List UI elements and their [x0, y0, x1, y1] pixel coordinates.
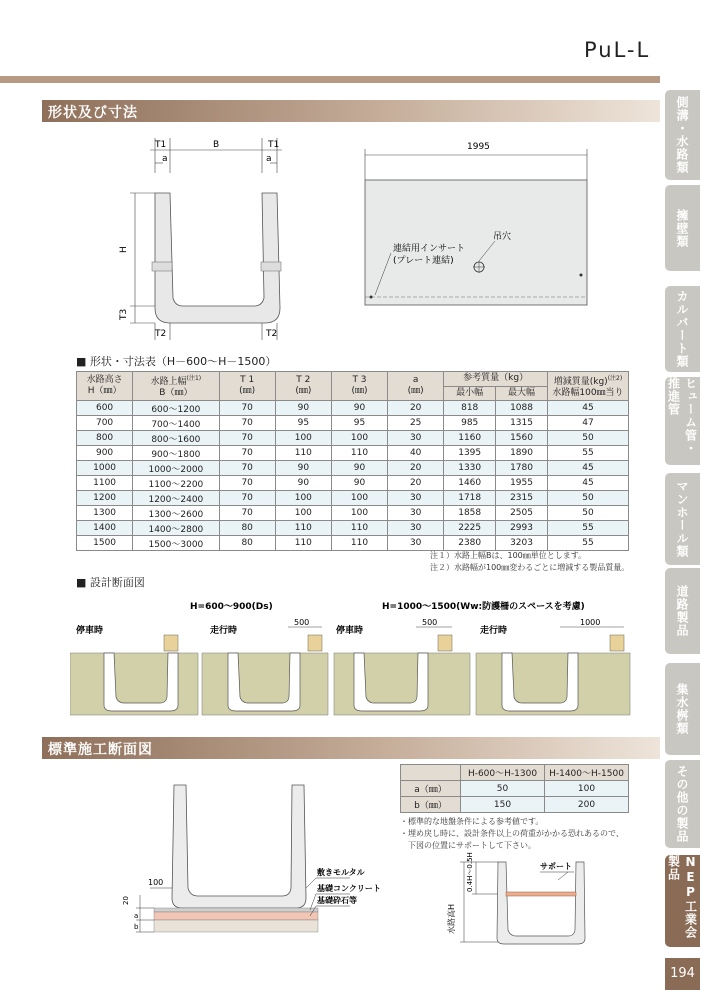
th-t3: T 3 (㎜)	[331, 372, 387, 401]
table-cell: 800～1600	[133, 431, 219, 446]
table-cell: 30	[388, 491, 444, 506]
table-cell: 100	[275, 431, 331, 446]
dim-a-left: a	[162, 154, 168, 164]
side-tab-5[interactable]: マンホール類	[665, 473, 700, 565]
table-cell: 30	[388, 536, 444, 551]
table-cell: 1300～2600	[133, 506, 219, 521]
table-cell: 45	[547, 476, 628, 491]
side-tab-3[interactable]: カルバート類	[665, 286, 700, 372]
th-mass: 参考質量（kg）	[444, 372, 548, 387]
side-view-drawing	[355, 135, 595, 315]
table-cell: 50	[547, 431, 628, 446]
side-tab-8[interactable]: その他の製品	[665, 760, 700, 848]
dim-h: H	[119, 246, 129, 253]
table-cell: 30	[388, 506, 444, 521]
table-cell: 1160	[444, 431, 496, 446]
table-cell: 100	[331, 506, 387, 521]
support-bar	[506, 892, 576, 896]
dim-t3: T3	[119, 308, 129, 320]
table-cell: 100	[331, 431, 387, 446]
table-cell: 1500	[77, 536, 133, 551]
table-cell: 1718	[444, 491, 496, 506]
table-cell: 110	[331, 521, 387, 536]
label-support: サポート	[540, 862, 572, 871]
table-cell: 1000～2000	[133, 461, 219, 476]
label-gravel: 基礎砕石等	[317, 896, 357, 905]
stop-label-1: 停車時	[76, 626, 104, 636]
table-cell: 985	[444, 416, 496, 431]
label-mortar: 敷きモルタル	[317, 868, 365, 877]
table-cell: 2993	[496, 521, 548, 536]
dim-length: 1995	[467, 142, 490, 152]
table-cell: 90	[331, 476, 387, 491]
table-note-2: 注２）水路幅が100㎜変わるごとに増減する製品質量。	[430, 563, 630, 572]
dim-t2-right: T2	[266, 329, 278, 339]
table-cell: 110	[331, 446, 387, 461]
table-cell: 600～1200	[133, 401, 219, 416]
table-cell: 1890	[496, 446, 548, 461]
table-cell: 70	[219, 506, 275, 521]
side-tab-7[interactable]: 集水桝類	[665, 663, 700, 755]
table-cell: 50	[547, 506, 628, 521]
table-cell: 90	[275, 401, 331, 416]
table-cell: 55	[547, 536, 628, 551]
side-tab-9[interactable]: NEP工業会製品	[665, 855, 700, 947]
dim-b: B	[213, 140, 220, 150]
construction-drawing	[110, 770, 390, 940]
table-cell: 70	[219, 461, 275, 476]
construction-note-1: ・標準的な地盤条件による参考値です。	[400, 817, 544, 826]
group2-label: H=1000～1500(Ww:防護柵のスペースを考慮)	[382, 602, 585, 612]
table-cell: 45	[547, 461, 628, 476]
th-inc: 増減質量(kg)$^{(注2)}$ 水路幅100㎜当り	[547, 372, 628, 401]
table-cell: 1400	[77, 521, 133, 536]
section-bar-construction	[42, 737, 660, 759]
dim-a-right: a	[266, 154, 272, 164]
table-cell: 100	[331, 491, 387, 506]
dim-1000: 1000	[580, 618, 601, 627]
construction-note-2: ・埋め戻し時に、設計条件以上の荷重がかかる恐れあるので、	[400, 829, 624, 838]
table-cell: 1400～2800	[133, 521, 219, 536]
th-h: 水路高さ H（㎜）	[77, 372, 133, 401]
th-b: 水路上幅$^{(注1)}$ B（㎜）	[133, 372, 219, 401]
table-cell: 1200～2400	[133, 491, 219, 506]
spec-table	[76, 371, 629, 551]
label-insert-sub: (プレート連結)	[393, 256, 454, 266]
th-t2: T 2 (㎜)	[275, 372, 331, 401]
table-cell: 30	[388, 431, 444, 446]
label-height: 水路高H	[447, 903, 456, 934]
th-t1: T 1 (㎜)	[219, 372, 275, 401]
table-row	[77, 461, 629, 476]
table-cell: 1955	[496, 476, 548, 491]
table-cell: 1330	[444, 461, 496, 476]
table-cell: 80	[219, 521, 275, 536]
table-cell: 818	[444, 401, 496, 416]
table-cell: 2505	[496, 506, 548, 521]
table-cell: 110	[275, 521, 331, 536]
table-row	[77, 476, 629, 491]
design-section-drawing	[70, 595, 640, 725]
table-cell: 1100～2200	[133, 476, 219, 491]
th-a: a (㎜)	[388, 372, 444, 401]
dim-20: 20	[122, 896, 130, 905]
table-cell: 70	[219, 416, 275, 431]
table-cell: 1300	[77, 506, 133, 521]
table-cell: 100	[275, 506, 331, 521]
dim-t1-left: T1	[155, 140, 167, 150]
run-label-2: 走行時	[480, 626, 508, 636]
label-insert: 連結用インサート	[393, 244, 466, 254]
table-cell: 110	[275, 536, 331, 551]
page-number: 194	[665, 958, 700, 990]
side-tab-1[interactable]: 側溝・水路類	[665, 90, 700, 180]
section-title-shape: 形状及び寸法	[48, 105, 138, 121]
table-cell: 1460	[444, 476, 496, 491]
dim-500-b: 500	[422, 618, 438, 627]
table-cell: 50	[547, 491, 628, 506]
table-cell: 55	[547, 446, 628, 461]
table-cell: 95	[331, 416, 387, 431]
const-b-v1: 150	[461, 797, 545, 813]
dim-t1-right: T1	[268, 140, 280, 150]
table-cell: 1858	[444, 506, 496, 521]
support-drawing	[440, 850, 600, 950]
table-cell: 1395	[444, 446, 496, 461]
const-row-b-label: b（㎜）	[401, 797, 461, 813]
table-cell: 1315	[496, 416, 548, 431]
const-col1: H-600～H-1300	[461, 765, 545, 781]
header-band	[0, 76, 660, 83]
side-panel	[365, 180, 587, 305]
table-cell: 70	[219, 491, 275, 506]
construction-table	[400, 764, 629, 813]
dim-a: a	[134, 912, 139, 920]
table-cell: 20	[388, 461, 444, 476]
table-cell: 30	[388, 521, 444, 536]
table-cell: 700～1400	[133, 416, 219, 431]
label-hole: 吊穴	[493, 232, 512, 242]
table-cell: 900～1800	[133, 446, 219, 461]
table-cell: 800	[77, 431, 133, 446]
side-tab-6[interactable]: 道路製品	[665, 568, 700, 654]
table-cell: 900	[77, 446, 133, 461]
table-cell: 2315	[496, 491, 548, 506]
stop-label-2: 停車時	[336, 626, 364, 636]
table-cell: 70	[219, 431, 275, 446]
table-cell: 45	[547, 401, 628, 416]
table-cell: 90	[331, 461, 387, 476]
table-cell: 1560	[496, 431, 548, 446]
table-note-1: 注１）水路上幅Bは、100㎜単位とします。	[430, 551, 587, 560]
table-cell: 110	[275, 446, 331, 461]
table-cell: 2380	[444, 536, 496, 551]
section-title-construction: 標準施工断面図	[48, 742, 153, 758]
side-tab-4[interactable]: ヒューム管・推進管	[665, 377, 700, 465]
table-cell: 90	[275, 476, 331, 491]
table-row	[77, 431, 629, 446]
table-cell: 1088	[496, 401, 548, 416]
table-cell: 700	[77, 416, 133, 431]
table-cell: 2225	[444, 521, 496, 536]
group1-label: H=600～900(Ds)	[190, 602, 273, 612]
table-cell: 20	[388, 476, 444, 491]
table-row	[77, 521, 629, 536]
table-row	[77, 506, 629, 521]
table-cell: 1100	[77, 476, 133, 491]
table-cell: 70	[219, 476, 275, 491]
construction-note-3: 下図の位置にサポートして下さい。	[400, 841, 536, 850]
const-a-v1: 50	[461, 781, 545, 797]
dim-t2-left: T2	[155, 329, 167, 339]
table-row	[77, 491, 629, 506]
table-cell: 80	[219, 536, 275, 551]
th-min: 最小幅	[444, 386, 496, 401]
table-row	[77, 536, 629, 551]
table-cell: 600	[77, 401, 133, 416]
table-row	[77, 446, 629, 461]
table-cell: 100	[275, 491, 331, 506]
table-cell: 55	[547, 521, 628, 536]
table-cell: 70	[219, 401, 275, 416]
table-cell: 90	[331, 401, 387, 416]
table-cell: 3203	[496, 536, 548, 551]
th-max: 最大幅	[496, 386, 548, 401]
table-caption: ■ 形状・寸法表（H－600～H－1500）	[76, 355, 277, 368]
channel-section-drawing	[100, 128, 320, 353]
table-row	[77, 416, 629, 431]
dim-500-a: 500	[294, 618, 310, 627]
product-title: PuL-L	[584, 38, 651, 62]
dim-b: b	[134, 923, 139, 931]
table-cell: 95	[275, 416, 331, 431]
side-tab-2[interactable]: 擁壁類	[665, 185, 700, 271]
const-row-a-label: a（㎜）	[401, 781, 461, 797]
section-bar-shape	[42, 100, 660, 122]
run-label-1: 走行時	[210, 626, 238, 636]
dim-100: 100	[148, 878, 164, 887]
table-cell: 1780	[496, 461, 548, 476]
design-section-caption: ■ 設計断面図	[76, 576, 145, 589]
table-cell: 90	[275, 461, 331, 476]
const-b-v2: 200	[545, 797, 629, 813]
table-cell: 40	[388, 446, 444, 461]
table-cell: 1000	[77, 461, 133, 476]
table-cell: 25	[388, 416, 444, 431]
table-cell: 1500～3000	[133, 536, 219, 551]
table-row	[77, 401, 629, 416]
label-range: 0.4H～0.5H	[466, 852, 474, 892]
table-cell: 1200	[77, 491, 133, 506]
table-cell: 70	[219, 446, 275, 461]
const-a-v2: 100	[545, 781, 629, 797]
table-cell: 110	[331, 536, 387, 551]
table-cell: 47	[547, 416, 628, 431]
const-col2: H-1400～H-1500	[545, 765, 629, 781]
label-concrete: 基礎コンクリート	[317, 884, 381, 893]
table-cell: 20	[388, 401, 444, 416]
